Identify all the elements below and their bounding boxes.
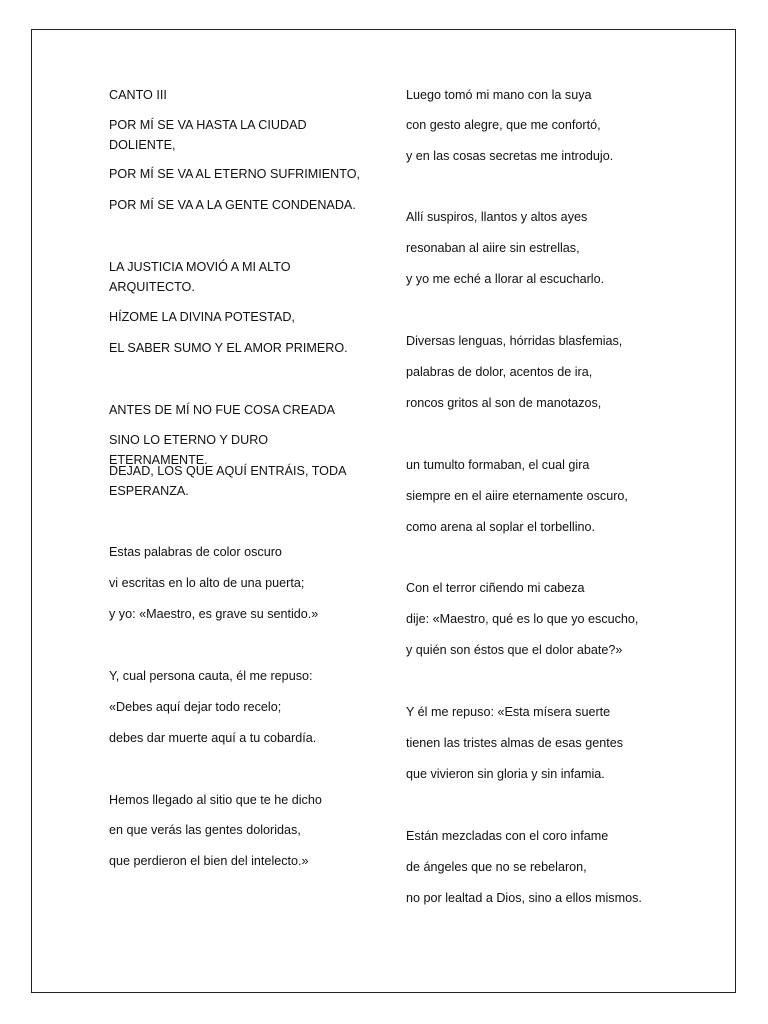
text-line: palabras de dolor, acentos de ira, bbox=[406, 365, 593, 379]
text-line: y en las cosas secretas me introdujo. bbox=[406, 149, 614, 163]
text-line: POR MÍ SE VA HASTA LA CIUDAD DOLIENTE, bbox=[109, 118, 307, 152]
text-line: de ángeles que no se rebelaron, bbox=[406, 860, 587, 874]
text-line: DEJAD, LOS QUE AQUÍ ENTRÁIS, TODA ESPERANZA. bbox=[109, 464, 346, 498]
text-line: Luego tomó mi mano con la suya bbox=[406, 88, 592, 102]
text-line: roncos gritos al son de manotazos, bbox=[406, 396, 602, 410]
text-line: HÍZOME LA DIVINA POTESTAD, bbox=[109, 310, 295, 324]
text-line: que perdieron el bien del intelecto.» bbox=[109, 854, 309, 868]
text-line: y yo me eché a llorar al escucharlo. bbox=[406, 272, 605, 286]
text-line: POR MÍ SE VA AL ETERNO SUFRIMIENTO, bbox=[109, 167, 360, 181]
text-line: Diversas lenguas, hórridas blasfemias, bbox=[406, 334, 623, 348]
text-line: SINO LO ETERNO Y DURO ETERNAMENTE. bbox=[109, 433, 269, 467]
text-line: con gesto alegre, que me confortó, bbox=[406, 118, 601, 132]
text-line: EL SABER SUMO Y EL AMOR PRIMERO. bbox=[109, 341, 348, 355]
text-line: Con el terror ciñendo mi cabeza bbox=[406, 581, 585, 595]
text-line: en que verás las gentes doloridas, bbox=[109, 823, 301, 837]
text-line: ANTES DE MÍ NO FUE COSA CREADA bbox=[109, 403, 336, 417]
text-line: POR MÍ SE VA A LA GENTE CONDENADA. bbox=[109, 198, 356, 212]
text-line: Y, cual persona cauta, él me repuso: bbox=[109, 669, 313, 683]
text-line: debes dar muerte aquí a tu cobardía. bbox=[109, 731, 317, 745]
text-line: Hemos llegado al sitio que te he dicho bbox=[109, 793, 322, 807]
text-line: que vivieron sin gloria y sin infamia. bbox=[406, 767, 605, 781]
text-line: tienen las tristes almas de esas gentes bbox=[406, 736, 624, 750]
text-line: dije: «Maestro, qué es lo que yo escucho, bbox=[406, 612, 639, 626]
text-line: y quién son éstos que el dolor abate?» bbox=[406, 643, 623, 657]
text-line: no por lealtad a Dios, sino a ellos mismos. bbox=[406, 891, 642, 905]
text-line: siempre en el aiire eternamente oscuro, bbox=[406, 489, 628, 503]
text-line: como arena al soplar el torbellino. bbox=[406, 520, 596, 534]
text-line: LA JUSTICIA MOVIÓ A MI ALTO ARQUITECTO. bbox=[109, 260, 291, 294]
text-line: vi escritas en lo alto de una puerta; bbox=[109, 576, 305, 590]
text-line: Y él me repuso: «Esta mísera suerte bbox=[406, 705, 611, 719]
text-line: Están mezcladas con el coro infame bbox=[406, 829, 609, 843]
text-line: Allí suspiros, llantos y altos ayes bbox=[406, 210, 588, 224]
text-line: «Debes aquí dejar todo recelo; bbox=[109, 700, 282, 714]
text-line: y yo: «Maestro, es grave su sentido.» bbox=[109, 607, 319, 621]
text-line: un tumulto formaban, el cual gira bbox=[406, 458, 590, 472]
text-line: resonaban al aiire sin estrellas, bbox=[406, 241, 580, 255]
text-line: Estas palabras de color oscuro bbox=[109, 545, 282, 559]
text-line: CANTO III bbox=[109, 88, 167, 102]
